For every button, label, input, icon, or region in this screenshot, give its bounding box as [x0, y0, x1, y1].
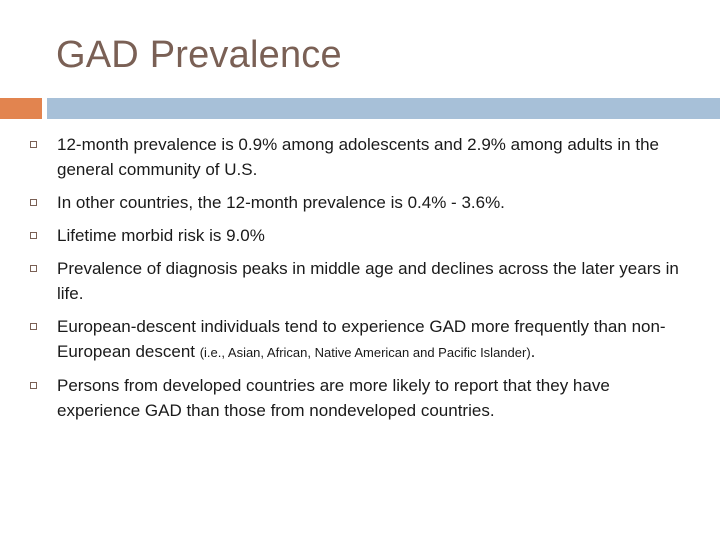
title-accent-bar	[0, 98, 42, 119]
bullet-text: In other countries, the 12-month prevalence is 0.4% - 3.6%.	[57, 193, 505, 212]
bullet-item	[30, 373, 690, 423]
bullet-text: Lifetime morbid risk is 9.0%	[57, 226, 265, 245]
bullet-item	[30, 190, 690, 215]
bullet-text: 12-month prevalence is 0.9% among adolescents and 2.9% among adults in the general community of U.S.	[57, 135, 659, 179]
bullet-list	[30, 132, 690, 431]
square-bullet-icon	[30, 232, 37, 239]
bullet-small-text: (i.e., Asian, African, Native American and Pacific Islander)	[199, 345, 531, 360]
square-bullet-icon	[30, 265, 37, 272]
bullet-item	[30, 314, 690, 365]
bullet-text: European-descent individuals tend to experience GAD more frequently than non-European descent	[57, 317, 666, 361]
square-bullet-icon	[30, 382, 37, 389]
bullet-item	[30, 223, 690, 248]
bullet-item	[30, 132, 690, 182]
square-bullet-icon	[30, 199, 37, 206]
square-bullet-icon	[30, 141, 37, 148]
slide-title: GAD Prevalence	[56, 34, 342, 76]
bullet-text: Persons from developed countries are more likely to report that they have experience GAD than those from nondeveloped countries.	[57, 376, 610, 420]
bullet-text: Prevalence of diagnosis peaks in middle age and declines across the later years in life.	[57, 259, 679, 303]
title-divider-bar	[47, 98, 720, 119]
bullet-item	[30, 256, 690, 306]
bullet-tail-text: .	[530, 342, 536, 361]
square-bullet-icon	[30, 323, 37, 330]
